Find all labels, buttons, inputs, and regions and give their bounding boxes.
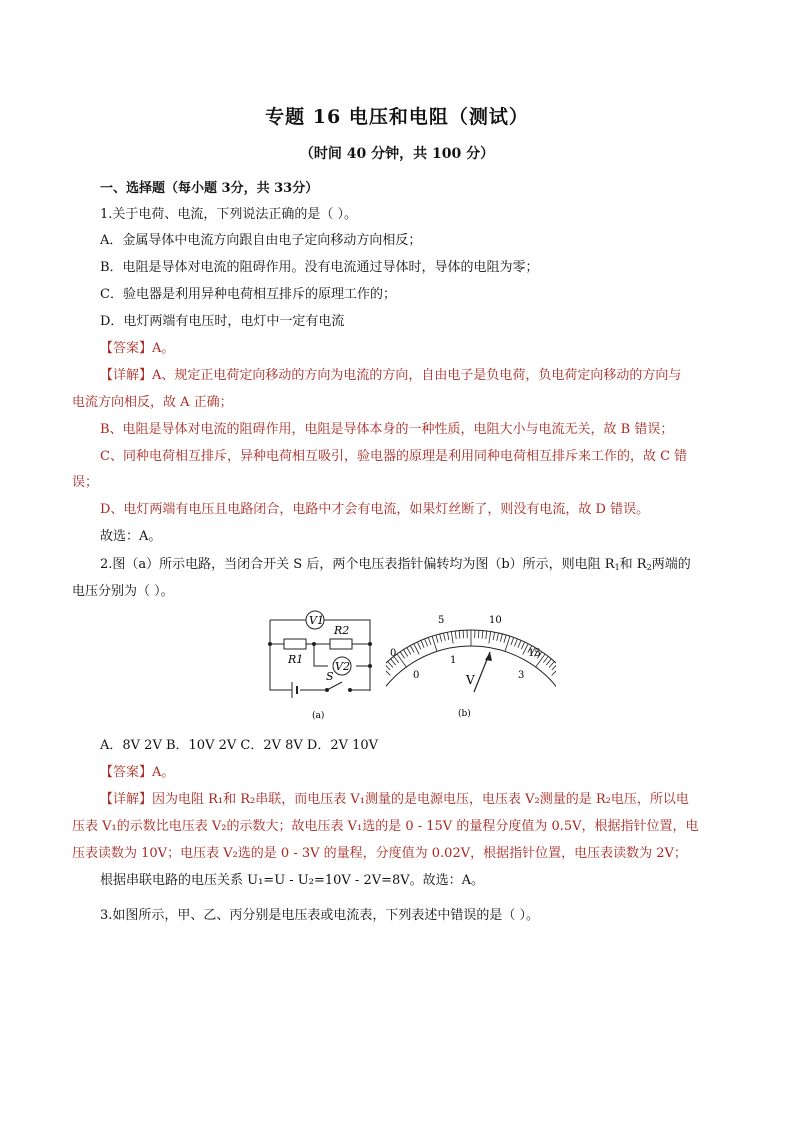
dial-tick	[428, 637, 431, 645]
dial-tick	[421, 640, 424, 647]
q1-option-c: C．验电器是利用异种电荷相互排斥的原理工作的；	[100, 287, 396, 302]
dial-tick	[552, 664, 556, 670]
dial-tick	[493, 632, 494, 640]
q1-detail-line3: B、电阻是导体对电流的阻碍作用，电阻是导体本身的一种性质，电阻大小与电流无关，故 B 错误；	[100, 422, 674, 437]
q2-detail-line3: 压表读数为 10V；电压表 V₂选的是 0 - 3V 的量程，分度值为 0.02V，根据指针位置，电压表读数为 2V；	[72, 846, 687, 861]
dial-tick	[444, 633, 446, 641]
dial-tick	[400, 652, 404, 659]
r1-label: R1	[288, 653, 304, 666]
dial-tick	[386, 664, 390, 670]
dial-tick	[447, 632, 448, 640]
dial-tick	[425, 639, 428, 646]
dial-tick	[521, 642, 524, 649]
dial-tick	[455, 631, 456, 639]
q2-detail-line1: 【详解】因为电阻 R₁和 R₂串联，而电压表 V₁测量的是电源电压，电压表 V₂测量的是 R₂电压，所以电	[100, 792, 689, 807]
q1-detail-line4: C、同种电荷相互排斥，异种电荷相互吸引，验电器的原理是利用同种电荷相互排斥来工作的，故 C 错	[100, 449, 688, 464]
dial-tick	[546, 659, 551, 665]
voltmeter-dial	[386, 606, 556, 722]
dial-tick	[497, 633, 499, 641]
q1-answer: 【答案】A。	[100, 341, 175, 356]
q1-option-b: B．电阻是导体对电流的阻碍作用。没有电流通过导体时，导体的电阻为零；	[100, 260, 539, 275]
q1-choose: 故选：A。	[100, 529, 162, 544]
inner-0: 0	[413, 670, 420, 681]
dial-tick	[549, 661, 554, 667]
page-subtitle: （时间 40 分钟，共 100 分）	[299, 146, 495, 162]
outer-10: 10	[489, 615, 502, 626]
unit-v: V	[466, 673, 475, 687]
dial-tick	[478, 630, 479, 638]
fig-b-caption: (b)	[458, 709, 471, 719]
dial-tick	[451, 632, 453, 644]
dial-tick	[486, 631, 487, 639]
dial-tick	[543, 656, 548, 662]
dial-tick	[403, 650, 407, 657]
dial-tick	[414, 644, 419, 655]
fig-a-caption: (a)	[312, 711, 325, 721]
outer-5: 5	[438, 615, 445, 626]
inner-1: 1	[450, 655, 457, 666]
inner-3: 3	[518, 670, 525, 681]
q2-detail-line4: 根据串联电路的电压关系 U₁=U - U₂=10V - 2V=8V。故选：A。	[100, 873, 485, 888]
outer-0: 0	[390, 648, 397, 659]
section-heading: 一、选择题（每小题 3分，共 33分）	[100, 181, 319, 196]
dial-tick	[388, 661, 393, 667]
dial-tick	[505, 636, 510, 651]
dial-tick	[489, 632, 491, 644]
dial-tick	[436, 635, 438, 643]
dial-tick	[397, 654, 406, 667]
q1-detail-line1: 【详解】A、规定正电荷定向移动的方向为电流的方向，自由电子是负电荷，负电荷定向移动的方向与	[100, 368, 682, 383]
q2-stem-line1: 2.图（a）所示电路，当闭合开关 S 后，两个电压表指针偏转均为图（b）所示，则电阻 $R_1$和 $R_2$两端的	[100, 557, 691, 572]
page-title: 专题 16 电压和电阻（测试）	[265, 106, 529, 128]
v1-label: V1	[309, 614, 324, 627]
q1-option-d: D．电灯两端有电压时，电灯中一定有电流	[100, 314, 345, 329]
v2-label: V2	[335, 660, 350, 673]
dial-tick	[500, 634, 502, 642]
dial-tick	[407, 648, 411, 655]
circuit-diagram	[262, 608, 382, 724]
dial-tick	[417, 642, 420, 649]
q1-detail-line6: D、电灯两端有电压且电路闭合，电路中才会有电流，如果灯丝断了，则没有电流，故 D 错误。	[100, 502, 650, 517]
r2-label: R2	[334, 624, 350, 637]
dial-tick	[459, 631, 460, 639]
dial-tick	[410, 646, 414, 653]
dial-tick	[504, 635, 506, 643]
dial-tick	[518, 640, 521, 647]
q1-stem: 1.关于电荷、电流，下列说法正确的是（ ）。	[100, 207, 358, 222]
q1-option-a: A．金属导体中电流方向跟自由电子定向移动方向相反；	[100, 233, 422, 248]
dial-tick	[463, 630, 464, 638]
q2-stem-line2: 电压分别为（ ）。	[72, 584, 174, 599]
outer-15: 15	[528, 648, 541, 659]
dial-tick	[432, 636, 437, 651]
q1-detail-line2: 电流方向相反，故 A 正确；	[72, 395, 233, 410]
q3-stem: 3.如图所示，甲、乙、丙分别是电压表或电流表，下列表述中错误的是（ ）。	[100, 908, 540, 923]
switch-label: S	[326, 670, 334, 683]
dial-tick	[514, 639, 517, 646]
q2-detail-line2: 压表 V₁的示数比电压表 V₂的示数大；故电压表 V₁选的是 0 - 15V 的量程分度值为 0.5V，根据指针位置，电	[72, 819, 699, 834]
dial-tick	[482, 631, 483, 639]
q2-options: A．8V 2V B．10V 2V C．2V 8V D．2V 10V	[100, 738, 379, 753]
needle-tip	[485, 652, 492, 661]
dial-tick	[391, 659, 396, 665]
q2-answer: 【答案】A。	[100, 765, 175, 780]
dial-tick	[511, 637, 514, 645]
q1-detail-line5: 误；	[72, 475, 99, 490]
dial-tick	[440, 634, 442, 642]
